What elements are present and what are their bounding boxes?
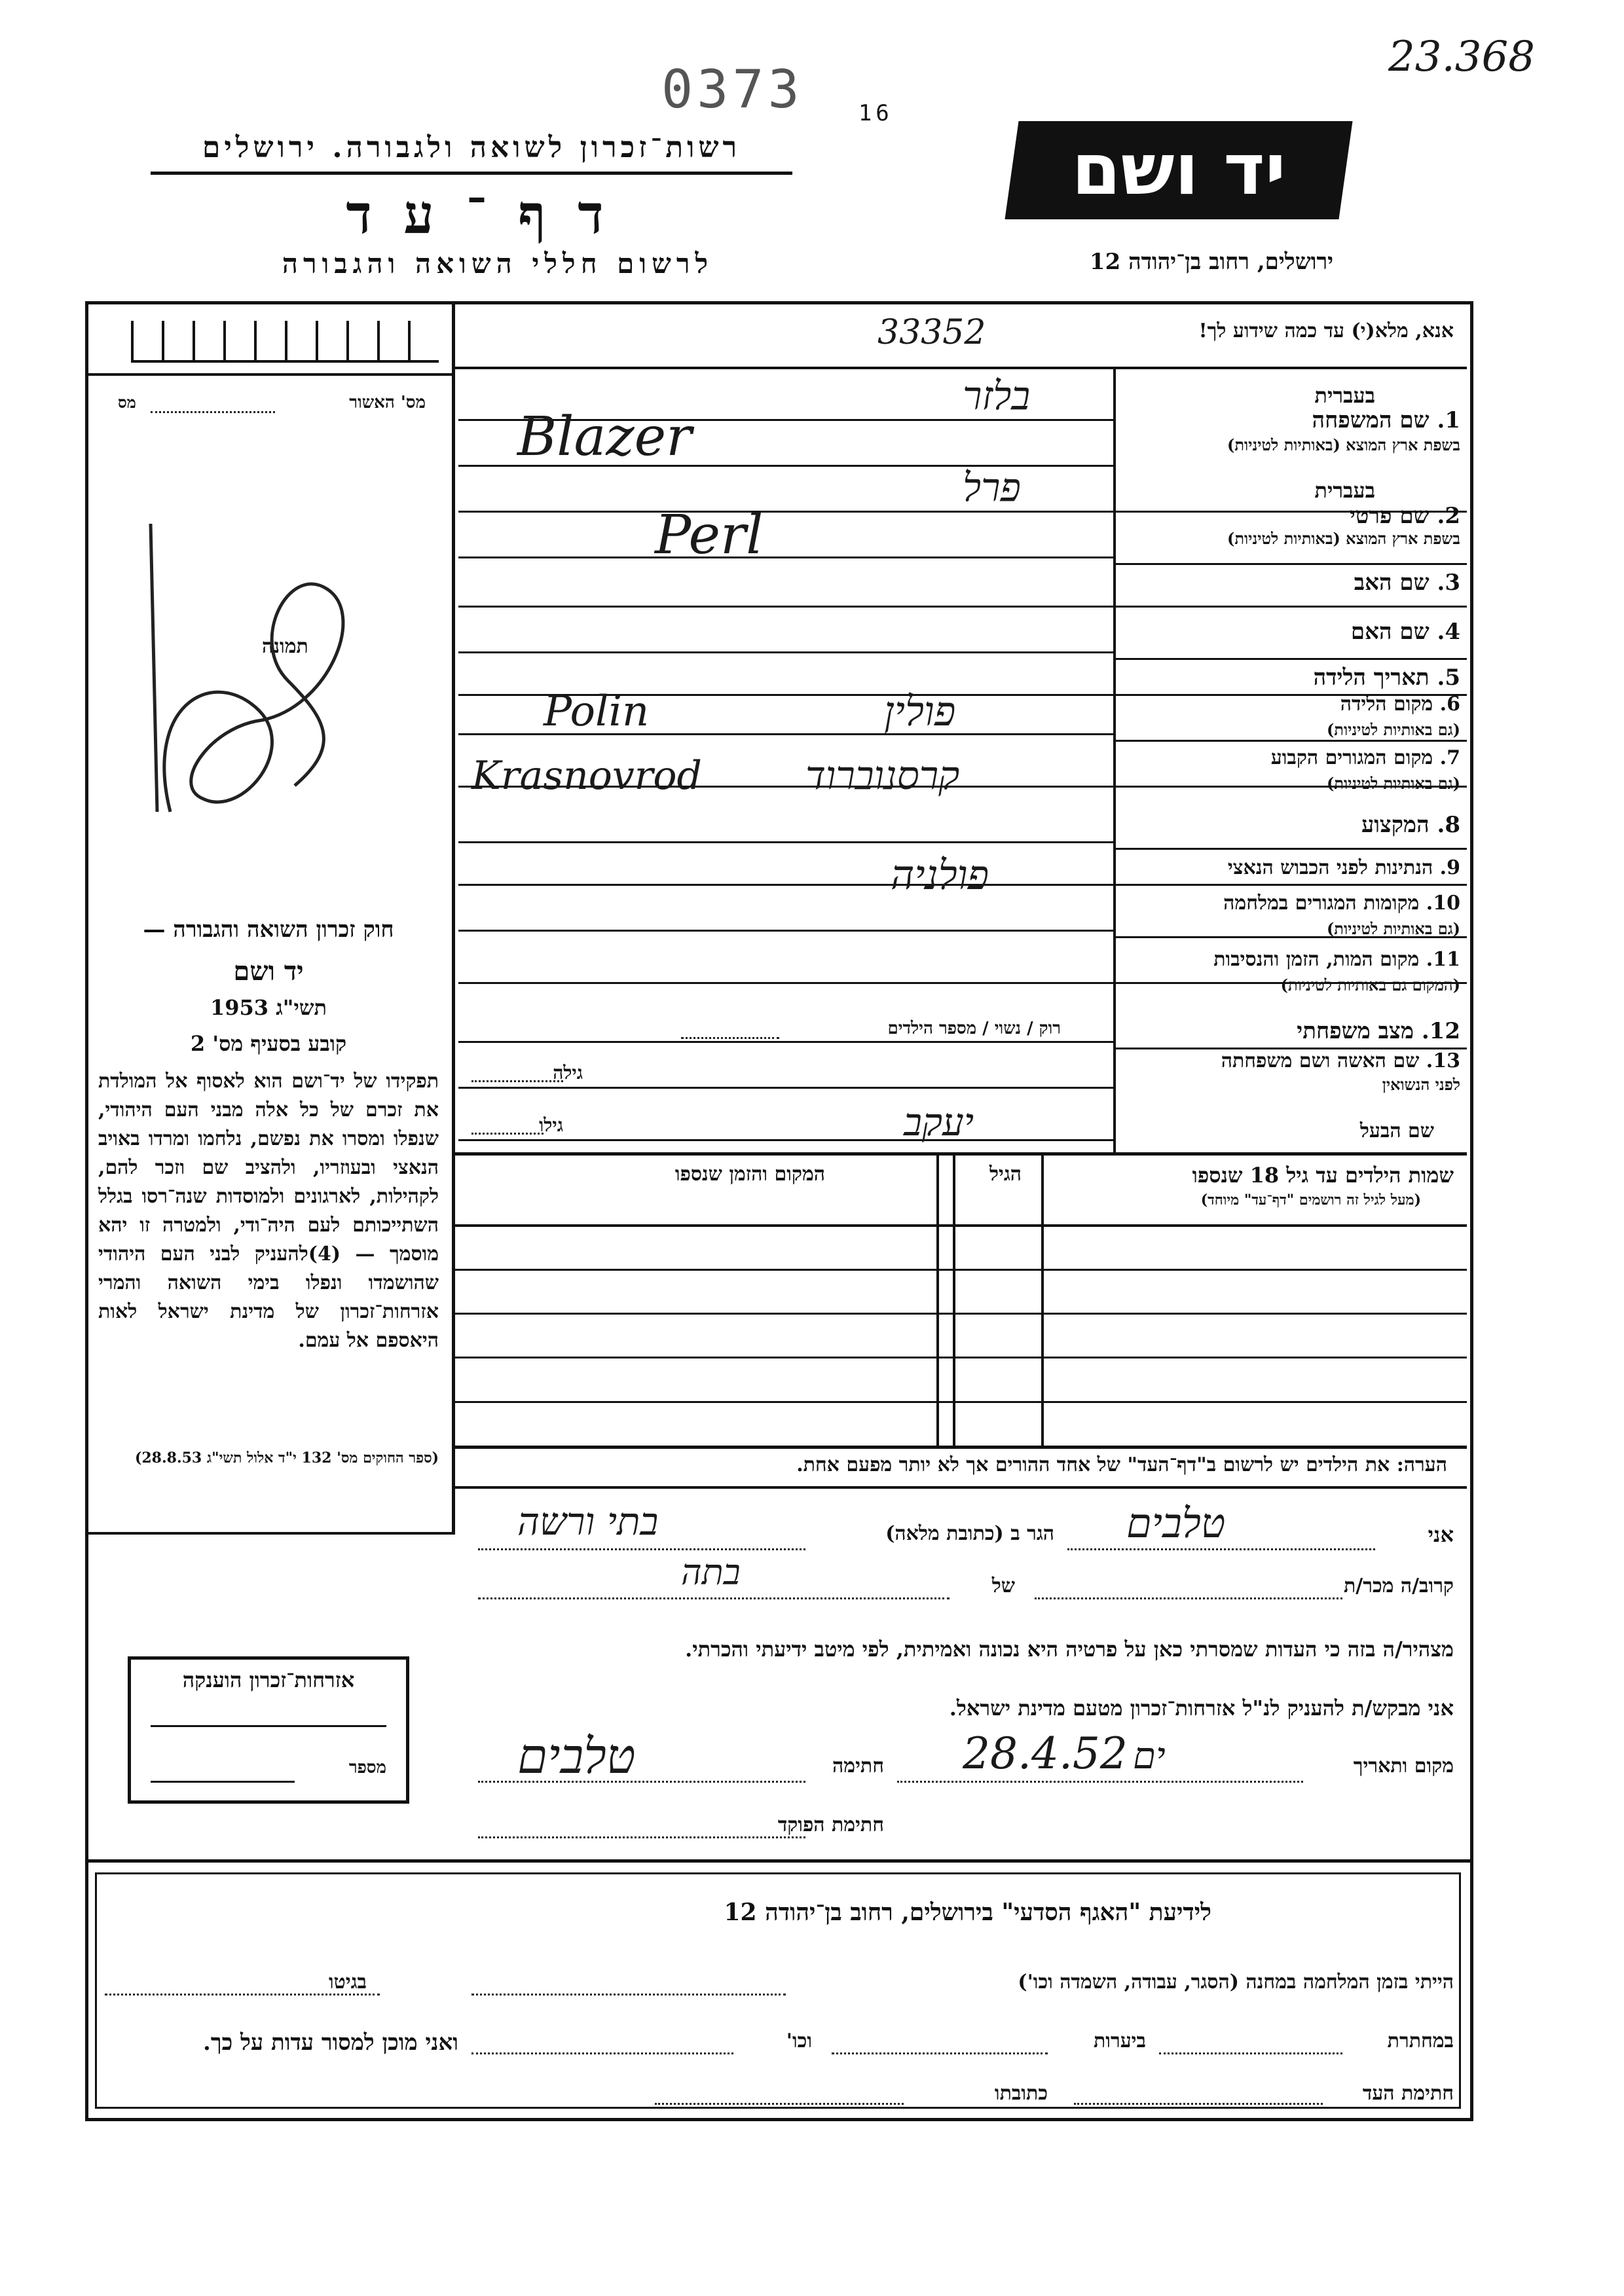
field-1-num: 1. (1437, 407, 1460, 433)
footer-etc: וכו' (786, 2030, 812, 2052)
field-10-text: מקומות המגורים במלחמה (1223, 892, 1420, 915)
in-hebrew-1: בעברית (1314, 383, 1375, 408)
field-6-label (1340, 693, 1460, 716)
children-sub: (מעל לגיל זה רושמים "דף־עד" מיוחד) (1200, 1192, 1421, 1209)
form-row-line (458, 884, 1113, 886)
barcode-box-bottom (85, 373, 455, 376)
photo-scribble (131, 511, 406, 851)
footer-underground-line (1159, 2052, 1342, 2054)
field-2-sub: בשפת ארץ המוצא (באותיות לטיניות) (1227, 529, 1460, 548)
form-row-line (458, 556, 1113, 558)
form-row-line (458, 651, 1113, 653)
left-column-divider (452, 301, 455, 1532)
field-13-num: 13. (1426, 1049, 1460, 1072)
children-row-5 (455, 1401, 1467, 1403)
form-row-line (458, 511, 1113, 513)
field-10-num: 10. (1426, 892, 1460, 915)
footer-etc-line (471, 2052, 733, 2054)
field-7-sub: (גם באותיות לטיניות) (1326, 774, 1460, 793)
archive-stamp (661, 59, 893, 126)
page-title: ד ף ־ ע ד (346, 183, 610, 246)
approval-number-label: מס' האשור (349, 393, 426, 412)
field-1-label (1312, 407, 1460, 433)
authority-name: רשות־זכרון לשואה ולגבורה. ירושלים (202, 131, 741, 164)
field-9-num: 9. (1439, 856, 1460, 879)
label-row-line (1113, 740, 1467, 742)
field-4-num: 4. (1437, 619, 1460, 645)
header-underline (151, 172, 792, 175)
no-sign: מס (118, 393, 136, 412)
field-4-text: שם האם (1350, 619, 1430, 645)
first-name-hebrew: פרל (963, 465, 1021, 511)
footer-witness-line (1074, 2103, 1323, 2105)
field-3-num: 3. (1437, 570, 1460, 596)
col-place-time-label: המקום והזמן שנספו (674, 1163, 825, 1186)
field-7-text: מקום המגורים הקבוע (1270, 746, 1433, 769)
note-bottom-line (455, 1486, 1467, 1489)
nationality-hebrew: פולניה (891, 851, 989, 899)
field-2-num: 2. (1437, 503, 1460, 529)
field-5-text: תאריך הלידה (1313, 665, 1430, 691)
field-11-text: מקום המות, הזמן והנסיבות (1213, 948, 1420, 971)
resident-label: הגר ב (כתובת מלאה) (885, 1522, 1054, 1545)
field-7-label (1271, 746, 1460, 769)
field-6-text: מקום הלידה (1340, 693, 1433, 716)
form-row-line (458, 841, 1113, 843)
label-column-divider (1113, 367, 1116, 1152)
field-9-label (1228, 856, 1460, 879)
form-row-line (458, 930, 1113, 932)
declarant-name: טלבים (1126, 1499, 1226, 1547)
label-row-line (1113, 658, 1467, 660)
relation-value: בתה (681, 1552, 741, 1593)
field-13-label (1221, 1049, 1460, 1072)
stamp-number: 0373 (661, 59, 803, 120)
children-header: שמות הילדים עד גיל 18 שנספו (1192, 1163, 1454, 1188)
field-12-options: רוק / נשוי / מספר הילדים (887, 1019, 1061, 1038)
law-title: חוק זכרון השואה והגבורה — (143, 917, 394, 943)
children-row-1 (455, 1224, 1467, 1227)
children-top-line (455, 1152, 1467, 1156)
declaration-request: אני מבקש/ת להעניק לנ"ל אזרחות־זכרון מטעם מדינת ישראל. (949, 1696, 1454, 1721)
law-section: קובע בסעיף מס' 2 (190, 1031, 347, 1056)
children-row-4 (455, 1357, 1467, 1358)
law-name: יד ושם (233, 956, 304, 987)
declaration-place: ים (1133, 1735, 1166, 1777)
label-row-line (1113, 563, 1467, 565)
official-signature-line (478, 1836, 805, 1838)
footer-top-line (85, 1859, 1470, 1863)
footer-forests-line (832, 2052, 1048, 2054)
children-row-2 (455, 1269, 1467, 1271)
field-5-label (1314, 665, 1460, 691)
field-12-label (1297, 1018, 1460, 1044)
form-row-line (458, 606, 1113, 608)
approval-number-line (151, 411, 275, 413)
field-7-num: 7. (1439, 746, 1460, 769)
field-9-text: הנתינות לפני הכבוש הנאצי (1227, 856, 1433, 879)
residence-latin: Krasnovrod (471, 753, 702, 799)
field-2-text: שם פרטי (1349, 503, 1430, 529)
intro-row-line (455, 367, 1467, 369)
field-3-label (1354, 570, 1460, 596)
official-signature-label: חתימת הפוקד (777, 1813, 884, 1836)
footer-underground: במחתרת (1387, 2030, 1454, 2052)
footer-title: לידיעת "האגף הסדעי" בירושלים, רחוב בן־יהודה 12 (724, 1899, 1211, 1926)
footer-address-line (655, 2103, 904, 2105)
children-row-3 (455, 1313, 1467, 1315)
form-intro: אנא, מלא(י) עד כמה שידוע לך! (1198, 319, 1454, 342)
husband-label: שם הבעל (1359, 1120, 1434, 1142)
footer-address: כתובתו (994, 2082, 1048, 2105)
number-boxes (131, 321, 439, 363)
form-row-line (458, 1139, 1113, 1141)
footer-line1-dots-2 (105, 1994, 380, 1995)
address: ירושלים, רחוב בן־יהודה 12 (1089, 249, 1334, 275)
declarant-address: בתי ורשה (517, 1499, 659, 1544)
form-row-line (458, 982, 1113, 984)
left-column-bottom (85, 1532, 455, 1535)
citizenship-line-1 (151, 1725, 386, 1727)
wife-age-line (471, 1080, 563, 1082)
field-13-sub: לפני הנשואין (1382, 1075, 1460, 1094)
footer-witness-signature: חתימת העד (1362, 2082, 1454, 2105)
label-row-line (1113, 884, 1467, 886)
logo-text: יד ושם (1071, 129, 1286, 211)
footer-forests: ביערות (1093, 2030, 1146, 2052)
field-4-label (1351, 619, 1460, 645)
field-10-label (1223, 892, 1460, 915)
of-line (478, 1597, 950, 1599)
field-12-num: 12. (1421, 1018, 1460, 1044)
footer-line1-end: בגיטו (328, 1971, 367, 1994)
surname-latin: Blazer (517, 406, 692, 468)
field-8-num: 8. (1437, 812, 1460, 838)
of-label: של (991, 1575, 1015, 1597)
declaration-date: 28.4.52 (963, 1728, 1128, 1779)
place-date-line (897, 1781, 1303, 1783)
photo-label: תמונה (262, 635, 308, 658)
field-13-text: שם האשה ושם משפחתה (1221, 1049, 1420, 1072)
field-11-sub: (המקום גם באותיות לטיניות) (1280, 975, 1460, 994)
footer-line1-dots (471, 1994, 786, 1995)
in-hebrew-2: בעברית (1314, 478, 1375, 503)
signature-label: חתימה (832, 1755, 884, 1777)
field-5-num: 5. (1437, 665, 1460, 691)
col-age-label: הגיל (989, 1163, 1022, 1186)
declarant-name-line (1067, 1548, 1375, 1550)
citizenship-number-label: מספר (348, 1758, 386, 1777)
field-11-num: 11. (1426, 948, 1460, 971)
children-count-line (681, 1037, 779, 1039)
declaration-i: אני (1428, 1522, 1454, 1547)
declarant-signature: טלבים (517, 1728, 636, 1785)
residence-hebrew: קרסנוברוד (805, 753, 960, 799)
children-bottom-line (455, 1446, 1467, 1449)
label-row-line (1113, 606, 1467, 608)
field-11-label (1213, 948, 1460, 971)
field-6-sub: (גם באותיות לטיניות) (1326, 720, 1460, 739)
citizenship-line-2 (151, 1781, 295, 1783)
law-source: (ספר החוקים מס' 132 י"ד אלול תשי"ג 28.8.53) (134, 1449, 439, 1467)
first-name-latin: Perl (655, 504, 764, 566)
declaration-statement: מצהיר/ה בזה כי העדות שמסרתי כאן על פרטיה היא נכונה ואמיתית, לפי מיטב ידיעתי והכרתי. (685, 1637, 1454, 1662)
label-row-line (1113, 848, 1467, 850)
relation-line (1035, 1597, 1342, 1599)
field-10-sub: (גם באותיות לטיניות) (1326, 919, 1460, 938)
relation-label: קרוב/ה מכר/ת (1343, 1575, 1454, 1597)
husband-age-line (471, 1133, 544, 1135)
footer-line1: הייתי בזמן המלחמה במחנה (הסגר, עבודה, השמדה וכו') (1018, 1971, 1454, 1994)
husband-name: יעקב (904, 1100, 974, 1144)
field-12-text: מצב משפחתי (1297, 1018, 1414, 1044)
field-2-label (1350, 503, 1460, 529)
age-label: גילה (553, 1062, 583, 1084)
field-8-text: המקצוע (1361, 812, 1430, 838)
field-1-sub: בשפת ארץ המוצא (באותיות לטיניות) (1227, 435, 1460, 454)
citizenship-title: אזרחות־זכרון הוענקה (182, 1667, 355, 1692)
surname-hebrew: בלזר (963, 373, 1031, 419)
footer-testify: ואני מוכן למסור עדות על כך. (203, 2030, 458, 2056)
husband-age-label: גילו (539, 1114, 563, 1136)
field-1-text: שם המשפחה (1312, 407, 1430, 433)
form-row-line (458, 1087, 1113, 1089)
stamp-suffix: 16 (858, 100, 893, 126)
birthplace-hebrew: פולין (884, 687, 956, 735)
sheet-number: 33352 (877, 313, 986, 352)
citizenship-box (128, 1656, 409, 1804)
archive-number: 23.368 (1388, 33, 1535, 81)
address-line (478, 1548, 805, 1550)
yad-vashem-logo (1005, 121, 1352, 219)
birthplace-latin: Polin (544, 687, 650, 736)
field-6-num: 6. (1439, 693, 1460, 716)
place-date-label: מקום ותאריך (1353, 1755, 1454, 1777)
law-year: תשי"ג 1953 (210, 995, 327, 1020)
children-note: הערה: את הילדים יש לרשום ב"דף־העד" של אחד ההורים אך לא יותר מפעם אחת. (796, 1453, 1447, 1476)
field-3-text: שם האב (1354, 570, 1430, 596)
form-row-line (458, 1041, 1113, 1043)
field-8-label (1361, 812, 1460, 838)
law-text: תפקידו של יד־ושם הוא לאסוף אל המולדת את זכרם של כל אלה מבני העם היהודי, שנפלו ומסרו את נפשם, נלחמו ומרדו באויב הנאצי ובעוזריו, ולהציב שם וזכר להם, לקהילות, לארגונים ולמוסדות שנה־רסו בגלל השתייכותם לעם היה־ודי, ולמטרה זו יהא מוסמך — (4)להעניק לבני העם היהודי שהושמדו ונפלו בימי השואה והמרי אזרחות־זכרון של מדינת ישראל לאות היאספם אל עמם. (98, 1070, 439, 1352)
page-subtitle: לרשום חללי השואה והגבורה (282, 247, 714, 280)
